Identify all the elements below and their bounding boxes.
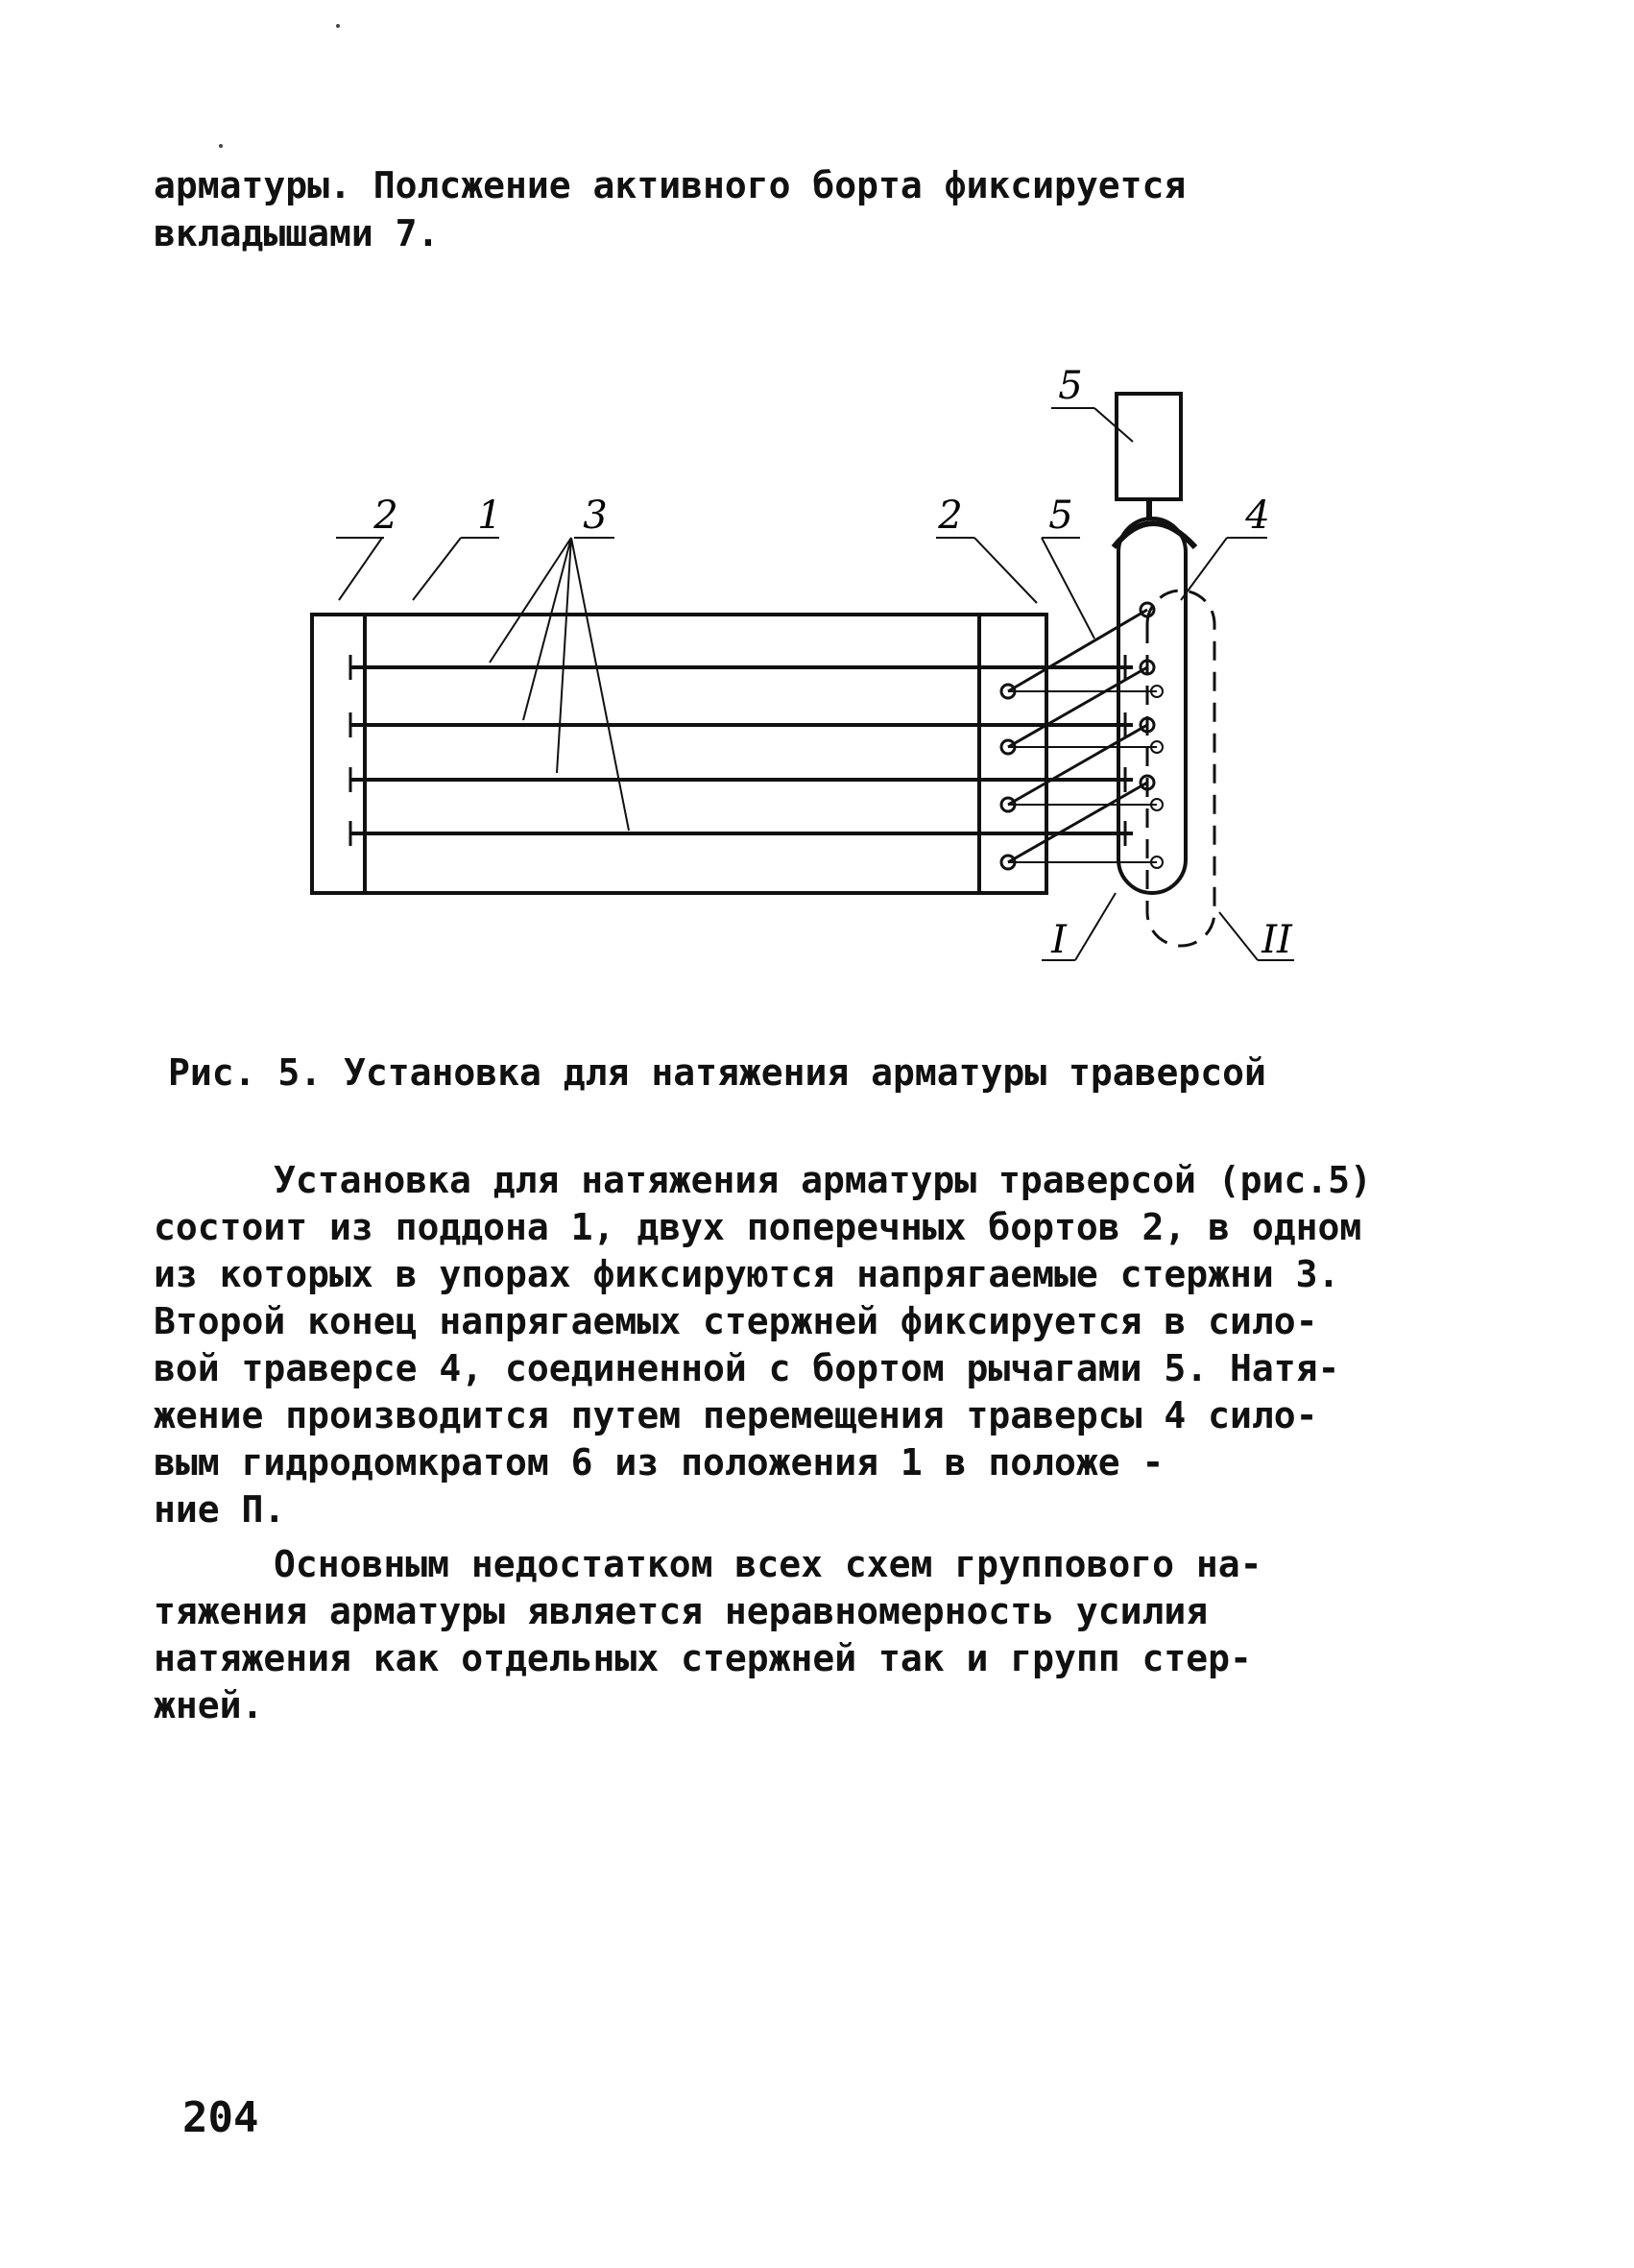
- label-traverse: 4: [1245, 494, 1270, 538]
- figure-caption: Рис. 5. Установка для натяжения арматуры траверсой: [168, 1051, 1266, 1094]
- main-paragraph: [154, 1157, 1372, 1533]
- scan-speck: [336, 24, 340, 28]
- text-line: состоит из поддона 1, двух поперечных бортов 2, в одном: [154, 1206, 1362, 1248]
- leader-rods: [490, 538, 629, 831]
- figure-tensioning-setup: [0, 346, 1634, 999]
- second-paragraph: [154, 1541, 1262, 1729]
- label-levers: 5: [1048, 494, 1073, 538]
- text-line: из которых в упорах фиксируются напрягаемые стержни 3.: [154, 1253, 1340, 1295]
- label-position-one: I: [1051, 918, 1067, 962]
- text-line: вкладышами 7.: [154, 212, 440, 254]
- top-paragraph: [154, 161, 1186, 257]
- label-board-right: 2: [938, 494, 963, 538]
- leader-jack: [1051, 408, 1133, 442]
- text-line: вой траверсе 4, соединенной с бортом рычагами 5. Натя-: [154, 1347, 1340, 1389]
- hydraulic-jack: [1117, 394, 1181, 499]
- traverse: [1118, 519, 1186, 893]
- text-line: Второй конец напрягаемых стержней фиксируется в сило-: [154, 1300, 1318, 1342]
- label-board-left: 2: [373, 494, 398, 538]
- text-line: ние П.: [154, 1488, 286, 1531]
- page-number: 204: [182, 2093, 259, 2142]
- scan-speck: [219, 144, 223, 148]
- text-line: жней.: [154, 1684, 264, 1726]
- text-line: Основным недостатком всех схем группового на-: [274, 1543, 1262, 1585]
- leader-board-right: [936, 538, 1037, 603]
- text-line: Установка для натяжения арматуры траверсой (рис.5): [274, 1159, 1372, 1201]
- label-jack: 5: [1058, 364, 1083, 408]
- leader-levers: [1042, 538, 1094, 639]
- label-rods: 3: [583, 494, 608, 538]
- leader-pallet: [413, 538, 499, 600]
- pallet-outline: [312, 615, 1046, 893]
- label-pallet: 1: [477, 494, 502, 538]
- text-line: тяжения арматуры является неравномерность усилия: [154, 1590, 1209, 1632]
- label-position-two: II: [1262, 918, 1292, 962]
- text-line: вым гидродомкратом 6 из положения 1 в положе -: [154, 1441, 1165, 1484]
- text-line: натяжения как отдельных стержней так и групп стер-: [154, 1637, 1252, 1679]
- text-line: арматуры. Полсжение активного борта фиксируется: [154, 164, 1187, 206]
- leader-board-left: [336, 538, 384, 600]
- lever: [1008, 725, 1147, 805]
- text-line: жение производится путем перемещения траверсы 4 сило-: [154, 1394, 1318, 1436]
